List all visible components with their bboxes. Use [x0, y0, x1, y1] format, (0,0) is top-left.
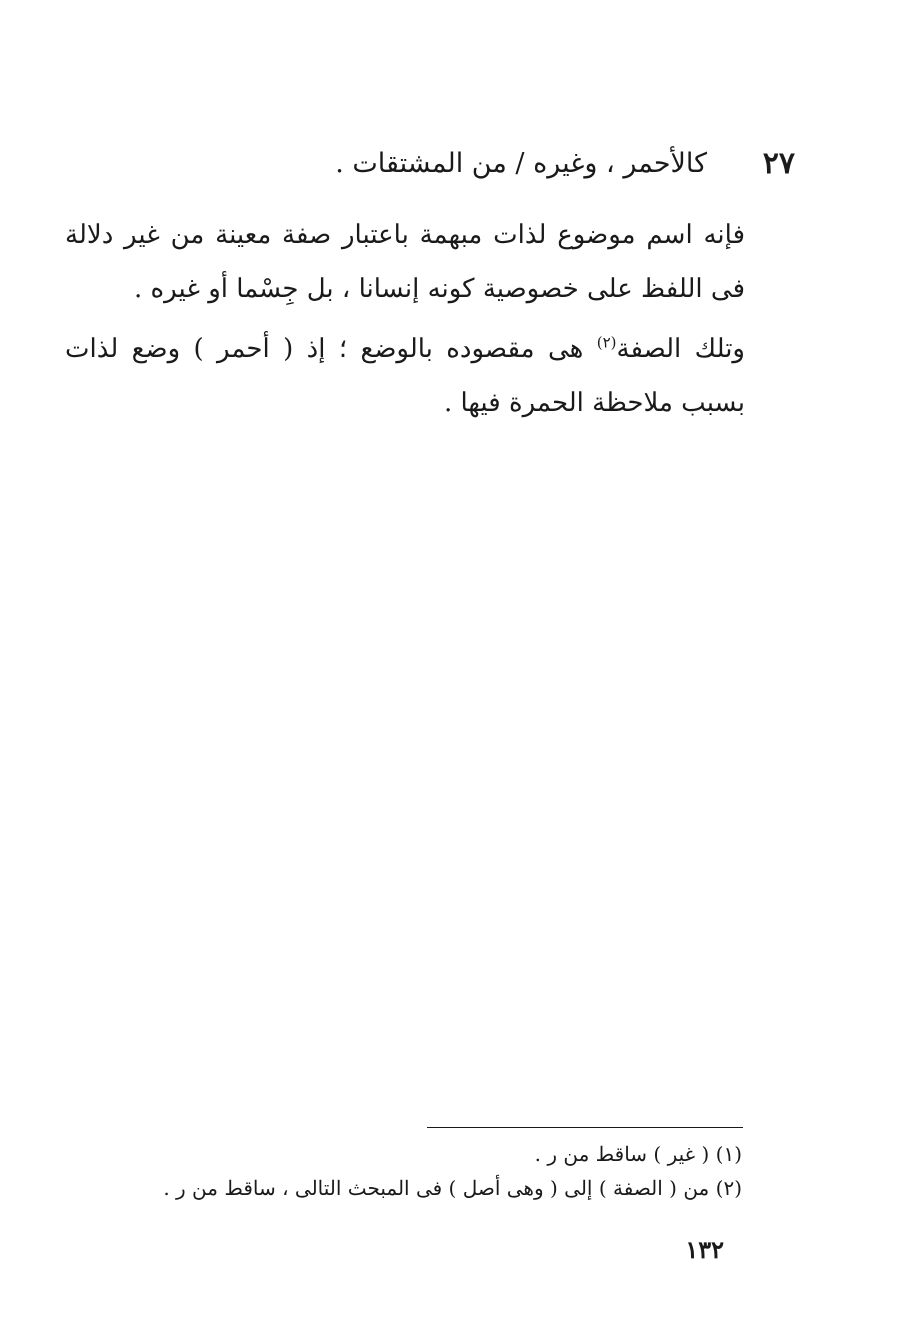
entry-number: ٢٧ — [762, 146, 795, 181]
paragraph-2-text-start: وتلك الصفة — [616, 334, 745, 364]
paragraph-2 — [65, 322, 745, 430]
entry-heading — [60, 140, 795, 188]
footnote-1: (١) ( غير ) ساقط من ر . — [534, 1142, 742, 1166]
footnote-separator — [427, 1127, 743, 1128]
footnote-2: (٢) من ( الصفة ) إلى ( وهى أصل ) فى المبحث التالى ، ساقط من ر . — [163, 1176, 742, 1200]
entry-heading-text: كالأحمر ، وغيره / من المشتقات . — [335, 148, 707, 179]
paragraph-1: فإنه اسم موضوع لذات مبهمة باعتبار صفة معينة من غير دلالة فى اللفظ على خصوصية كونه إنسانا ، بل جِسْما أو غيره . — [65, 220, 745, 304]
page-number: ١٣٢ — [685, 1235, 724, 1264]
paragraph-2-text-end: هى مقصوده بالوضع ؛ إذ ( أحمر ) وضع لذات بسبب ملاحظة الحمرة فيها . — [65, 334, 745, 418]
footnote-reference: (٢) — [596, 333, 617, 352]
